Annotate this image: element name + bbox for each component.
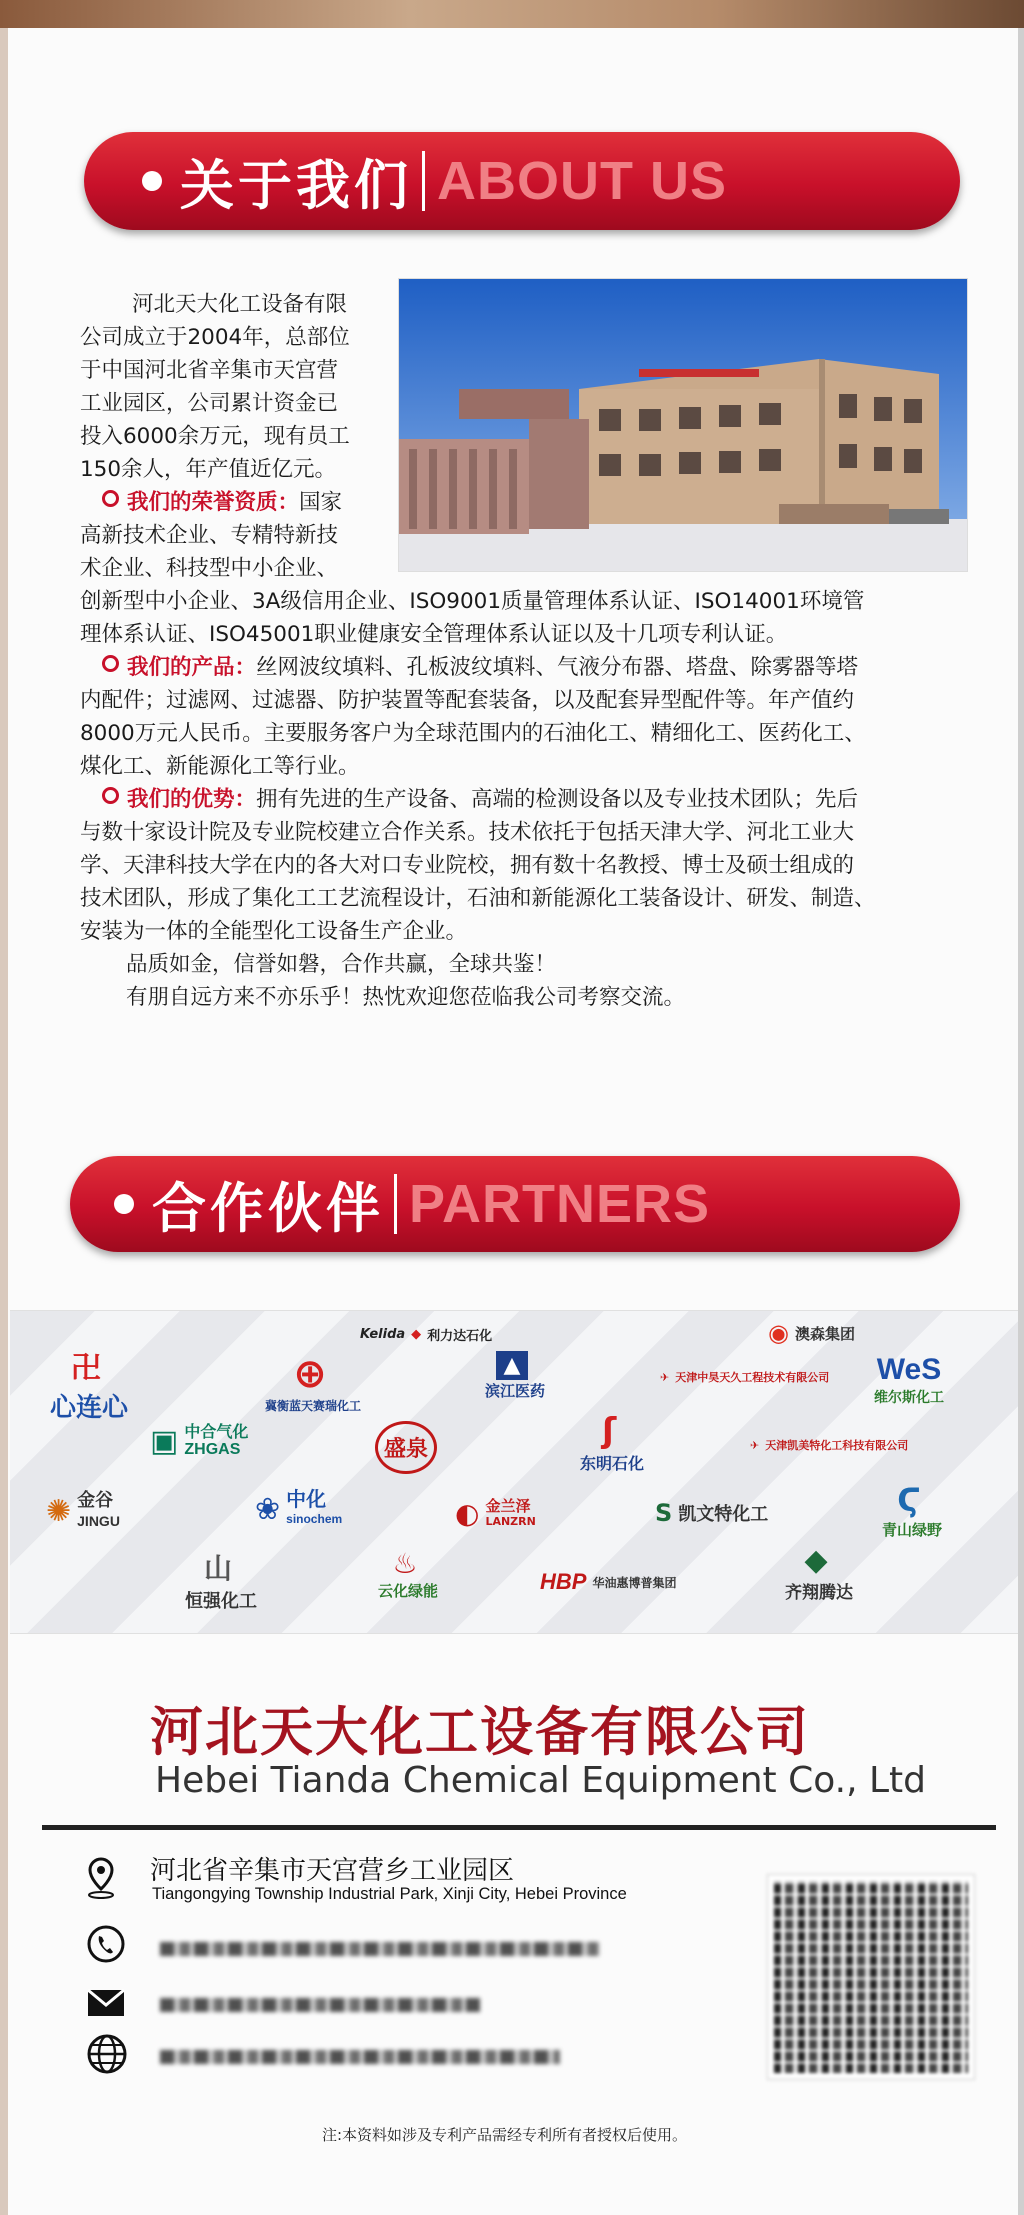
advantage-label: 我们的优势：	[127, 787, 257, 812]
product-line: 内配件；过滤网、过滤器、防护装置等配套装备，以及配套异型配件等。年产值约	[80, 688, 855, 713]
intro-line: 公司成立于2004年，总部位	[80, 325, 350, 350]
logo-aosen: ◉ 澳森集团	[768, 1319, 855, 1347]
honor-line: 国家	[299, 490, 343, 515]
jiheng-icon: ⊕	[293, 1351, 327, 1397]
weiersi-icon: WeS	[876, 1353, 942, 1386]
qixiang-icon: ◆	[804, 1543, 828, 1578]
company-name-en: Hebei Tianda Chemical Equipment Co., Ltd	[155, 1760, 926, 1801]
phone-icon	[86, 1924, 126, 1968]
circle-bullet	[102, 787, 119, 804]
bullet-dot	[114, 1194, 134, 1214]
kaimeite-icon: ✈	[750, 1438, 760, 1452]
intro-line: 河北天大化工设备有限	[132, 292, 348, 317]
logo-sinochem: ❀ 中化 sinochem	[255, 1487, 343, 1527]
globe-icon	[86, 2033, 128, 2079]
hengqiang-icon: 山	[203, 1552, 232, 1585]
advantage-line: 安装为一体的全能型化工设备生产企业。	[80, 919, 468, 944]
advantage-line: 学、天津科技大学在内的各大对口专业院校，拥有数十名教授、博士及硕士组成的	[80, 853, 855, 878]
partner-logo-wall	[10, 1310, 1018, 1634]
logo-xinlianxin: 卍 心连心	[50, 1343, 128, 1424]
logo-qingshan: Ϛ 青山绿野	[882, 1481, 943, 1539]
dongming-icon: ʃ	[601, 1411, 617, 1451]
intro-line: 150余人，年产值近亿元。	[80, 457, 337, 482]
company-name-cn: 河北天大化工设备有限公司	[150, 1702, 810, 1763]
email-redacted	[160, 1998, 480, 2012]
logo-lanzrn: ◐ 金兰泽 LANZRN	[455, 1496, 536, 1530]
logo-kelida: Kelida ◆ 利力达石化	[360, 1327, 493, 1344]
logo-kaiwen: S 凯文特化工	[655, 1499, 769, 1527]
aosen-icon: ◉	[768, 1319, 789, 1347]
logo-jingu: ✺ 金谷 JINGU	[46, 1490, 120, 1529]
partners-title-en: PARTNERS	[409, 1174, 711, 1234]
partners-banner	[70, 1156, 960, 1252]
about-us-banner	[84, 132, 960, 230]
circle-bullet	[102, 655, 119, 672]
intro-line: 工业园区，公司累计资金已	[80, 391, 339, 416]
about-us-title-cn: 关于我们	[180, 153, 412, 217]
logo-zhgas: ▣ 中合气化 ZHGAS	[150, 1422, 249, 1459]
honor-line: 理体系认证、ISO45001职业健康安全管理体系认证以及十几项专利认证。	[80, 622, 788, 647]
product-line: 8000万元人民币。主要服务客户为全球范围内的石油化工、精细化工、医药化工、	[80, 721, 866, 746]
sinochem-icon: ❀	[255, 1491, 281, 1527]
logo-tianjin-kaimeite: ✈ 天津凯美特化工科技有限公司	[750, 1438, 909, 1452]
kaiwen-icon: S	[655, 1499, 673, 1527]
logo-qixiang: ◆ 齐翔腾达	[785, 1543, 853, 1603]
title-divider	[422, 151, 425, 211]
company-building-photo	[398, 278, 968, 572]
logo-binjiang: ▲ 滨江医药	[485, 1353, 546, 1400]
logo-hbp: HBP 华油惠博普集团	[540, 1569, 677, 1594]
advantage-line: 拥有先进的生产设备、高端的检测设备以及专业技术团队；先后	[256, 787, 859, 812]
photo-edge-top	[0, 0, 1024, 28]
logo-yunhua: ♨ 云化绿能	[378, 1547, 439, 1600]
welcome-line: 有朋自远方来不亦乐乎！热忱欢迎您莅临我公司考察交流。	[126, 985, 686, 1010]
zhonghao-icon: ✈	[660, 1370, 670, 1384]
location-pin-icon	[86, 1857, 116, 1903]
logo-shengquan	[375, 1421, 437, 1474]
building-illustration	[399, 279, 967, 571]
logo-weiersi: WeS 维尔斯化工	[874, 1353, 944, 1406]
honor-line: 创新型中小企业、3A级信用企业、ISO9001质量管理体系认证、ISO14001环境管	[80, 589, 865, 614]
slogan: 品质如金，信誉如磐，合作共赢，全球共鉴！	[126, 952, 557, 977]
intro-line: 于中国河北省辛集市天宫营	[80, 358, 339, 383]
title-divider	[394, 1174, 397, 1234]
about-body	[80, 585, 980, 1014]
jingu-icon: ✺	[46, 1493, 72, 1529]
bullet-dot	[142, 171, 162, 191]
address-cn: 河北省辛集市天宫营乡工业园区	[150, 1856, 515, 1886]
logo-jiheng: ⊕ 冀衡蓝天赛瑞化工	[265, 1351, 362, 1413]
qr-code-redacted	[768, 1875, 974, 2079]
phone-number-redacted	[160, 1942, 600, 1956]
lanzrn-icon: ◐	[455, 1497, 480, 1530]
xinlianxin-icon: 卍	[71, 1351, 101, 1386]
about-us-title-en: ABOUT US	[437, 151, 727, 211]
product-line: 煤化工、新能源化工等行业。	[80, 754, 360, 779]
shengquan-icon: 盛泉	[375, 1421, 437, 1474]
email-icon	[86, 1988, 126, 2022]
product-line: 丝网波纹填料、孔板波纹填料、气液分布器、塔盘、除雾器等塔	[256, 655, 859, 680]
intro-paragraph	[80, 288, 400, 585]
honor-line: 高新技术企业、专精特新技	[80, 523, 339, 548]
circle-bullet	[102, 490, 119, 507]
advantage-line: 技术团队，形成了集化工工艺流程设计，石油和新能源化工装备设计、研发、制造、	[80, 886, 876, 911]
photo-edge-right	[1018, 28, 1024, 2215]
honor-label: 我们的荣誉资质：	[127, 490, 300, 515]
footer-divider	[42, 1825, 996, 1830]
qingshan-icon: Ϛ	[897, 1481, 921, 1519]
advantage-line: 与数十家设计院及专业院校建立合作关系。技术依托于包括天津大学、河北工业大	[80, 820, 855, 845]
logo-dongming: ʃ 东明石化	[580, 1411, 645, 1473]
photo-edge-left	[0, 28, 8, 2215]
binjiang-icon: ▲	[496, 1351, 529, 1380]
website-redacted	[160, 2050, 560, 2064]
product-label: 我们的产品：	[127, 655, 257, 680]
disclaimer-note: 注:本资料如涉及专利产品需经专利所有者授权后使用。	[322, 2126, 688, 2144]
intro-line: 投入6000余万元，现有员工	[80, 424, 350, 449]
zhgas-icon: ▣	[150, 1423, 179, 1459]
logo-tianjin-zhonghao: ✈ 天津中昊天久工程技术有限公司	[660, 1370, 830, 1384]
address-en: Tiangongying Township Industrial Park, Xinji City, Hebei Province	[152, 1885, 627, 1903]
yunhua-icon: ♨	[392, 1547, 418, 1580]
logo-hengqiang: 山 恒强化工	[185, 1547, 257, 1613]
kelida-icon: ◆	[411, 1327, 422, 1342]
partners-title-cn: 合作伙伴	[152, 1176, 384, 1240]
honor-line: 术企业、科技型中小企业、	[80, 556, 339, 581]
